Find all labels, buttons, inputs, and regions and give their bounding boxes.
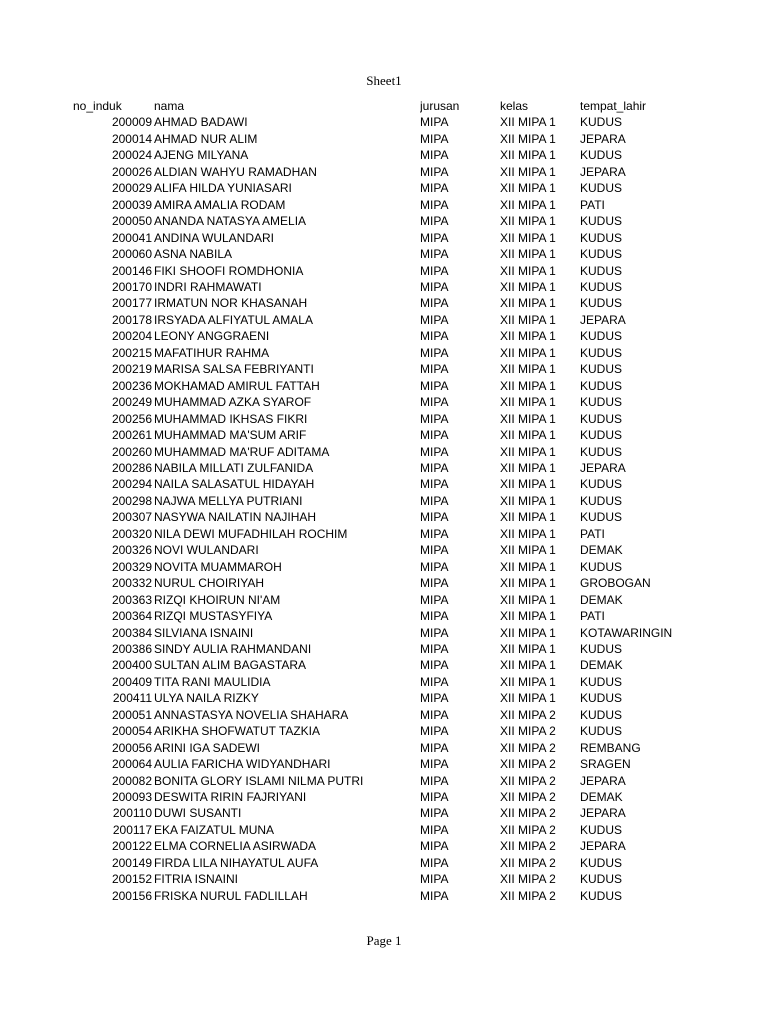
- kelas-cell: XII MIPA 2: [500, 872, 556, 887]
- no-induk-cell: 200082: [111, 773, 152, 788]
- jurusan-cell: MIPA: [420, 230, 449, 245]
- tempat-lahir-cell: KUDUS: [580, 444, 623, 459]
- table-row: [73, 295, 672, 311]
- jurusan-cell: MIPA: [420, 609, 449, 624]
- jurusan-cell: MIPA: [420, 296, 449, 311]
- kelas-cell: XII MIPA 2: [500, 855, 556, 870]
- kelas-cell: XII MIPA 1: [500, 345, 556, 360]
- tempat-lahir-cell: JEPARA: [580, 773, 626, 788]
- table-header-row: [73, 98, 672, 114]
- nama-cell: AHMAD NUR ALIM: [154, 131, 258, 146]
- jurusan-cell: MIPA: [420, 543, 449, 558]
- tempat-lahir-cell: KUDUS: [580, 362, 623, 377]
- jurusan-cell: MIPA: [420, 806, 449, 821]
- jurusan-cell: MIPA: [420, 197, 449, 212]
- no-induk-cell: 200386: [111, 641, 152, 656]
- jurusan-cell: MIPA: [420, 526, 449, 541]
- no-induk-cell: 200298: [111, 493, 152, 508]
- kelas-cell: XII MIPA 1: [500, 378, 556, 393]
- table-row: [73, 575, 672, 591]
- nama-cell: DESWITA RIRIN FAJRIYANI: [154, 790, 307, 805]
- tempat-lahir-cell: PATI: [580, 609, 605, 624]
- tempat-lahir-cell: KUDUS: [580, 115, 623, 130]
- nama-cell: FIRDA LILA NIHAYATUL AUFA: [154, 855, 319, 870]
- table-row: [73, 213, 672, 229]
- table-row: [73, 394, 672, 410]
- kelas-cell: XII MIPA 1: [500, 543, 556, 558]
- kelas-cell: XII MIPA 1: [500, 428, 556, 443]
- tempat-lahir-cell: DEMAK: [580, 790, 623, 805]
- nama-cell: ANNASTASYA NOVELIA SHAHARA: [154, 707, 349, 722]
- jurusan-cell: MIPA: [420, 674, 449, 689]
- nama-cell: INDRI RAHMAWATI: [154, 279, 262, 294]
- jurusan-cell: MIPA: [420, 510, 449, 525]
- nama-cell: MARISA SALSA FEBRIYANTI: [154, 362, 314, 377]
- no-induk-cell: 200286: [111, 460, 152, 475]
- tempat-lahir-cell: KUDUS: [580, 477, 623, 492]
- tempat-lahir-cell: KUDUS: [580, 872, 623, 887]
- kelas-cell: XII MIPA 2: [500, 740, 556, 755]
- table-row: [73, 378, 672, 394]
- tempat-lahir-cell: JEPARA: [580, 164, 626, 179]
- header-nama: nama: [154, 99, 185, 113]
- nama-cell: ASNA NABILA: [154, 247, 233, 262]
- jurusan-cell: MIPA: [420, 131, 449, 146]
- table-row: [73, 460, 672, 476]
- nama-cell: ARIKHA SHOFWATUT TAZKIA: [154, 724, 321, 739]
- table-row: [73, 888, 672, 904]
- no-induk-cell: 200326: [111, 543, 152, 558]
- nama-cell: ULYA NAILA RIZKY: [154, 691, 259, 706]
- tempat-lahir-cell: JEPARA: [580, 806, 626, 821]
- kelas-cell: XII MIPA 1: [500, 214, 556, 229]
- tempat-lahir-cell: KUDUS: [580, 888, 623, 903]
- table-row: [73, 312, 672, 328]
- table-row: [73, 838, 672, 854]
- kelas-cell: XII MIPA 2: [500, 724, 556, 739]
- jurusan-cell: MIPA: [420, 362, 449, 377]
- table-row: [73, 690, 672, 706]
- jurusan-cell: MIPA: [420, 345, 449, 360]
- kelas-cell: XII MIPA 1: [500, 658, 556, 673]
- tempat-lahir-cell: KUDUS: [580, 510, 623, 525]
- nama-cell: ALDIAN WAHYU RAMADHAN: [154, 164, 317, 179]
- table-row: [73, 871, 672, 887]
- nama-cell: MOKHAMAD AMIRUL FATTAH: [154, 378, 320, 393]
- header-tempat-lahir: tempat_lahir: [580, 99, 647, 113]
- no-induk-cell: 200041: [111, 230, 152, 245]
- nama-cell: MUHAMMAD MA'RUF ADITAMA: [154, 444, 330, 459]
- table-row: [73, 855, 672, 871]
- tempat-lahir-cell: KUDUS: [580, 641, 623, 656]
- no-induk-cell: 200117: [112, 822, 152, 837]
- nama-cell: AJENG MILYANA: [154, 148, 249, 163]
- kelas-cell: XII MIPA 1: [500, 362, 556, 377]
- jurusan-cell: MIPA: [420, 641, 449, 656]
- no-induk-cell: 200024: [111, 148, 152, 163]
- table-row: [73, 444, 672, 460]
- nama-cell: LEONY ANGGRAENI: [154, 329, 270, 344]
- kelas-cell: XII MIPA 2: [500, 773, 556, 788]
- nama-cell: SILVIANA ISNAINI: [154, 625, 254, 640]
- tempat-lahir-cell: KUDUS: [580, 279, 623, 294]
- jurusan-cell: MIPA: [420, 872, 449, 887]
- tempat-lahir-cell: KUDUS: [580, 822, 623, 837]
- no-induk-cell: 200056: [111, 740, 152, 755]
- tempat-lahir-cell: JEPARA: [580, 460, 626, 475]
- nama-cell: ALIFA HILDA YUNIASARI: [154, 181, 292, 196]
- nama-cell: NAJWA MELLYA PUTRIANI: [154, 493, 303, 508]
- no-induk-cell: 200409: [111, 674, 152, 689]
- nama-cell: ANDINA WULANDARI: [154, 230, 275, 245]
- tempat-lahir-cell: SRAGEN: [580, 757, 631, 772]
- jurusan-cell: MIPA: [420, 724, 449, 739]
- table-row: [73, 805, 672, 821]
- jurusan-cell: MIPA: [420, 576, 449, 591]
- header-kelas: kelas: [500, 99, 529, 113]
- table-row: [73, 164, 672, 180]
- table-row: [73, 625, 672, 641]
- kelas-cell: XII MIPA 1: [500, 148, 556, 163]
- tempat-lahir-cell: KUDUS: [580, 855, 623, 870]
- tempat-lahir-cell: PATI: [580, 197, 605, 212]
- tempat-lahir-cell: GROBOGAN: [580, 576, 651, 591]
- table-row: [73, 147, 672, 163]
- tempat-lahir-cell: JEPARA: [580, 839, 626, 854]
- table-row: [73, 476, 672, 492]
- nama-cell: RIZQI MUSTASYFIYA: [154, 609, 273, 624]
- kelas-cell: XII MIPA 1: [500, 247, 556, 262]
- jurusan-cell: MIPA: [420, 444, 449, 459]
- table-row: [73, 279, 672, 295]
- table-row: [73, 740, 672, 756]
- no-induk-cell: 200009: [111, 115, 152, 130]
- kelas-cell: XII MIPA 1: [500, 197, 556, 212]
- no-induk-cell: 200307: [111, 510, 152, 525]
- no-induk-cell: 200064: [111, 757, 152, 772]
- jurusan-cell: MIPA: [420, 164, 449, 179]
- table-row: [73, 559, 672, 575]
- no-induk-cell: 200149: [111, 855, 152, 870]
- table-row: [73, 707, 672, 723]
- no-induk-cell: 200320: [111, 526, 152, 541]
- no-induk-cell: 200170: [111, 279, 152, 294]
- jurusan-cell: MIPA: [420, 658, 449, 673]
- kelas-cell: XII MIPA 1: [500, 609, 556, 624]
- nama-cell: NAILA SALASATUL HIDAYAH: [154, 477, 315, 492]
- table-row: [73, 674, 672, 690]
- jurusan-cell: MIPA: [420, 740, 449, 755]
- jurusan-cell: MIPA: [420, 263, 449, 278]
- nama-cell: RIZQI KHOIRUN NI'AM: [154, 592, 281, 607]
- tempat-lahir-cell: KUDUS: [580, 345, 623, 360]
- no-induk-cell: 200364: [111, 609, 152, 624]
- kelas-cell: XII MIPA 1: [500, 460, 556, 475]
- jurusan-cell: MIPA: [420, 625, 449, 640]
- kelas-cell: XII MIPA 1: [500, 625, 556, 640]
- tempat-lahir-cell: KUDUS: [580, 296, 623, 311]
- kelas-cell: XII MIPA 1: [500, 115, 556, 130]
- tempat-lahir-cell: KUDUS: [580, 691, 623, 706]
- no-induk-cell: 200051: [111, 707, 152, 722]
- nama-cell: AHMAD BADAWI: [154, 115, 248, 130]
- no-induk-cell: 200093: [111, 790, 152, 805]
- no-induk-cell: 200332: [111, 576, 152, 591]
- tempat-lahir-cell: KUDUS: [580, 559, 623, 574]
- kelas-cell: XII MIPA 2: [500, 822, 556, 837]
- table-row: [73, 723, 672, 739]
- student-table: [73, 98, 672, 904]
- jurusan-cell: MIPA: [420, 592, 449, 607]
- kelas-cell: XII MIPA 1: [500, 181, 556, 196]
- tempat-lahir-cell: KUDUS: [580, 428, 623, 443]
- table-row: [73, 246, 672, 262]
- tempat-lahir-cell: KUDUS: [580, 707, 623, 722]
- table-row: [73, 542, 672, 558]
- tempat-lahir-cell: PATI: [580, 526, 605, 541]
- no-induk-cell: 200050: [111, 214, 152, 229]
- jurusan-cell: MIPA: [420, 822, 449, 837]
- kelas-cell: XII MIPA 1: [500, 131, 556, 146]
- table-row: [73, 509, 672, 525]
- tempat-lahir-cell: DEMAK: [580, 658, 623, 673]
- nama-cell: BONITA GLORY ISLAMI NILMA PUTRI: [154, 773, 364, 788]
- no-induk-cell: 200029: [111, 181, 152, 196]
- tempat-lahir-cell: KUDUS: [580, 148, 623, 163]
- nama-cell: AMIRA AMALIA RODAM: [154, 197, 286, 212]
- jurusan-cell: MIPA: [420, 148, 449, 163]
- tempat-lahir-cell: KOTAWARINGIN: [580, 625, 673, 640]
- nama-cell: DUWI SUSANTI: [154, 806, 242, 821]
- kelas-cell: XII MIPA 1: [500, 641, 556, 656]
- jurusan-cell: MIPA: [420, 839, 449, 854]
- jurusan-cell: MIPA: [420, 460, 449, 475]
- tempat-lahir-cell: KUDUS: [580, 214, 623, 229]
- kelas-cell: XII MIPA 1: [500, 312, 556, 327]
- nama-cell: NURUL CHOIRIYAH: [154, 576, 265, 591]
- table-row: [73, 608, 672, 624]
- table-row: [73, 197, 672, 213]
- kelas-cell: XII MIPA 1: [500, 164, 556, 179]
- kelas-cell: XII MIPA 1: [500, 444, 556, 459]
- header-jurusan: jurusan: [420, 99, 460, 113]
- jurusan-cell: MIPA: [420, 493, 449, 508]
- table-row: [73, 131, 672, 147]
- jurusan-cell: MIPA: [420, 411, 449, 426]
- kelas-cell: XII MIPA 1: [500, 510, 556, 525]
- kelas-cell: XII MIPA 1: [500, 329, 556, 344]
- kelas-cell: XII MIPA 1: [500, 296, 556, 311]
- no-induk-cell: 200219: [111, 362, 152, 377]
- page-number: Page 1: [366, 933, 402, 948]
- nama-cell: ANANDA NATASYA AMELIA: [154, 214, 307, 229]
- no-induk-cell: 200215: [111, 345, 152, 360]
- table-row: [73, 263, 672, 279]
- nama-cell: NABILA MILLATI ZULFANIDA: [154, 460, 314, 475]
- jurusan-cell: MIPA: [420, 559, 449, 574]
- tempat-lahir-cell: KUDUS: [580, 181, 623, 196]
- nama-cell: NASYWA NAILATIN NAJIHAH: [154, 510, 317, 525]
- table-row: [73, 361, 672, 377]
- kelas-cell: XII MIPA 2: [500, 806, 556, 821]
- nama-cell: IRSYADA ALFIYATUL AMALA: [154, 312, 313, 327]
- no-induk-cell: 200014: [111, 131, 152, 146]
- tempat-lahir-cell: KUDUS: [580, 493, 623, 508]
- no-induk-cell: 200152: [111, 872, 152, 887]
- jurusan-cell: MIPA: [420, 790, 449, 805]
- table-body: [73, 114, 672, 904]
- nama-cell: ELMA CORNELIA ASIRWADA: [154, 839, 317, 854]
- table-row: [73, 114, 672, 130]
- no-induk-cell: 200060: [111, 247, 152, 262]
- no-induk-cell: 200236: [111, 378, 152, 393]
- tempat-lahir-cell: KUDUS: [580, 395, 623, 410]
- kelas-cell: XII MIPA 1: [500, 526, 556, 541]
- tempat-lahir-cell: REMBANG: [580, 740, 641, 755]
- nama-cell: MUHAMMAD AZKA SYAROF: [154, 395, 312, 410]
- nama-cell: TITA RANI MAULIDIA: [154, 674, 271, 689]
- kelas-cell: XII MIPA 1: [500, 691, 556, 706]
- jurusan-cell: MIPA: [420, 888, 449, 903]
- sheet-title: Sheet1: [366, 73, 402, 88]
- jurusan-cell: MIPA: [420, 329, 449, 344]
- kelas-cell: XII MIPA 1: [500, 592, 556, 607]
- kelas-cell: XII MIPA 1: [500, 559, 556, 574]
- header-no-induk: no_induk: [73, 99, 122, 113]
- jurusan-cell: MIPA: [420, 247, 449, 262]
- no-induk-cell: 200363: [111, 592, 152, 607]
- nama-cell: EKA FAIZATUL MUNA: [154, 822, 275, 837]
- no-induk-cell: 200411: [112, 691, 152, 706]
- jurusan-cell: MIPA: [420, 691, 449, 706]
- no-induk-cell: 200146: [111, 263, 152, 278]
- table-row: [73, 493, 672, 509]
- table-row: [73, 328, 672, 344]
- table-row: [73, 789, 672, 805]
- no-induk-cell: 200178: [111, 312, 152, 327]
- table-row: [73, 180, 672, 196]
- table-row: [73, 345, 672, 361]
- kelas-cell: XII MIPA 1: [500, 411, 556, 426]
- no-induk-cell: 200156: [111, 888, 152, 903]
- table-row: [73, 756, 672, 772]
- no-induk-cell: 200400: [111, 658, 152, 673]
- tempat-lahir-cell: DEMAK: [580, 543, 623, 558]
- jurusan-cell: MIPA: [420, 214, 449, 229]
- nama-cell: IRMATUN NOR KHASANAH: [154, 296, 308, 311]
- no-induk-cell: 200177: [111, 296, 152, 311]
- nama-cell: MUHAMMAD MA'SUM ARIF: [154, 428, 307, 443]
- jurusan-cell: MIPA: [420, 279, 449, 294]
- jurusan-cell: MIPA: [420, 115, 449, 130]
- kelas-cell: XII MIPA 2: [500, 839, 556, 854]
- table-row: [73, 411, 672, 427]
- tempat-lahir-cell: KUDUS: [580, 724, 623, 739]
- no-induk-cell: 200260: [111, 444, 152, 459]
- jurusan-cell: MIPA: [420, 855, 449, 870]
- jurusan-cell: MIPA: [420, 757, 449, 772]
- no-induk-cell: 200122: [111, 839, 152, 854]
- tempat-lahir-cell: KUDUS: [580, 329, 623, 344]
- jurusan-cell: MIPA: [420, 378, 449, 393]
- jurusan-cell: MIPA: [420, 477, 449, 492]
- table-row: [73, 641, 672, 657]
- no-induk-cell: 200204: [111, 329, 152, 344]
- tempat-lahir-cell: KUDUS: [580, 247, 623, 262]
- tempat-lahir-cell: KUDUS: [580, 411, 623, 426]
- no-induk-cell: 200026: [111, 164, 152, 179]
- no-induk-cell: 200110: [112, 806, 152, 821]
- kelas-cell: XII MIPA 2: [500, 888, 556, 903]
- tempat-lahir-cell: JEPARA: [580, 312, 626, 327]
- nama-cell: NILA DEWI MUFADHILAH ROCHIM: [154, 526, 348, 541]
- kelas-cell: XII MIPA 1: [500, 279, 556, 294]
- tempat-lahir-cell: DEMAK: [580, 592, 623, 607]
- table-row: [73, 526, 672, 542]
- no-induk-cell: 200249: [111, 395, 152, 410]
- kelas-cell: XII MIPA 1: [500, 477, 556, 492]
- no-induk-cell: 200384: [111, 625, 152, 640]
- tempat-lahir-cell: JEPARA: [580, 131, 626, 146]
- jurusan-cell: MIPA: [420, 312, 449, 327]
- nama-cell: MAFATIHUR RAHMA: [154, 345, 270, 360]
- kelas-cell: XII MIPA 1: [500, 493, 556, 508]
- tempat-lahir-cell: KUDUS: [580, 378, 623, 393]
- kelas-cell: XII MIPA 1: [500, 395, 556, 410]
- nama-cell: FIKI SHOOFI ROMDHONIA: [154, 263, 304, 278]
- table-row: [73, 230, 672, 246]
- no-induk-cell: 200256: [111, 411, 152, 426]
- nama-cell: NOVITA MUAMMAROH: [154, 559, 282, 574]
- tempat-lahir-cell: KUDUS: [580, 674, 623, 689]
- kelas-cell: XII MIPA 1: [500, 674, 556, 689]
- kelas-cell: XII MIPA 1: [500, 576, 556, 591]
- tempat-lahir-cell: KUDUS: [580, 263, 623, 278]
- jurusan-cell: MIPA: [420, 395, 449, 410]
- table-row: [73, 773, 672, 789]
- tempat-lahir-cell: KUDUS: [580, 230, 623, 245]
- no-induk-cell: 200329: [111, 559, 152, 574]
- jurusan-cell: MIPA: [420, 707, 449, 722]
- nama-cell: AULIA FARICHA WIDYANDHARI: [154, 757, 331, 772]
- kelas-cell: XII MIPA 1: [500, 230, 556, 245]
- kelas-cell: XII MIPA 1: [500, 263, 556, 278]
- jurusan-cell: MIPA: [420, 428, 449, 443]
- nama-cell: ARINI IGA SADEWI: [154, 740, 261, 755]
- table-row: [73, 592, 672, 608]
- kelas-cell: XII MIPA 2: [500, 790, 556, 805]
- nama-cell: NOVI WULANDARI: [154, 543, 259, 558]
- jurusan-cell: MIPA: [420, 181, 449, 196]
- kelas-cell: XII MIPA 2: [500, 757, 556, 772]
- nama-cell: MUHAMMAD IKHSAS FIKRI: [154, 411, 308, 426]
- table-row: [73, 822, 672, 838]
- nama-cell: FRISKA NURUL FADLILLAH: [154, 888, 308, 903]
- table-row: [73, 657, 672, 673]
- no-induk-cell: 200039: [111, 197, 152, 212]
- nama-cell: SULTAN ALIM BAGASTARA: [154, 658, 307, 673]
- table-row: [73, 427, 672, 443]
- no-induk-cell: 200261: [111, 428, 152, 443]
- jurusan-cell: MIPA: [420, 773, 449, 788]
- nama-cell: SINDY AULIA RAHMANDANI: [154, 641, 312, 656]
- no-induk-cell: 200054: [111, 724, 152, 739]
- kelas-cell: XII MIPA 2: [500, 707, 556, 722]
- no-induk-cell: 200294: [111, 477, 152, 492]
- nama-cell: FITRIA ISNAINI: [154, 872, 239, 887]
